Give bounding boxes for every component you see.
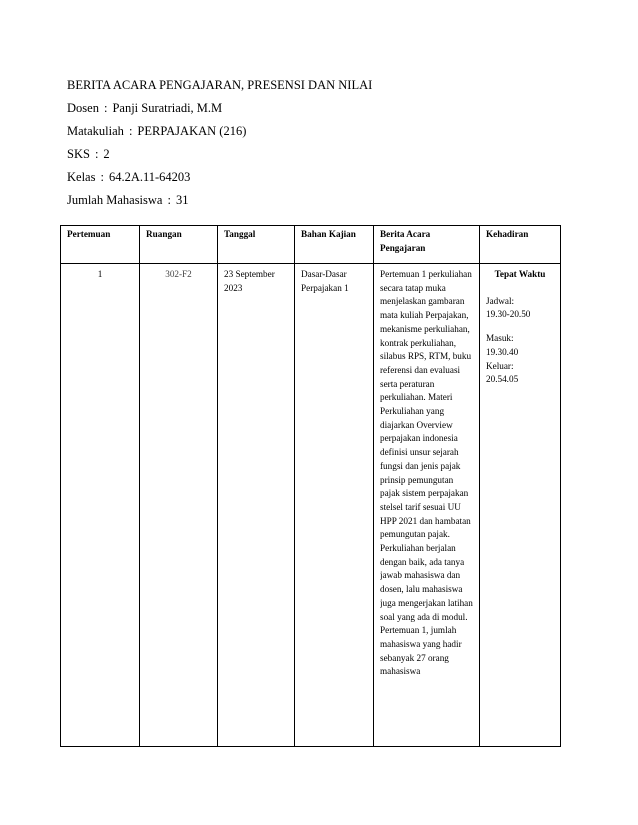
- cell-bahan-kajian: Dasar-Dasar Perpajakan 1: [295, 264, 374, 747]
- header-tanggal: Tanggal: [218, 226, 295, 264]
- field-value: 31: [175, 193, 189, 207]
- kehadiran-status: Tepat Waktu: [494, 269, 546, 279]
- keluar-label: Keluar:: [486, 360, 514, 371]
- attendance-table: [60, 225, 561, 747]
- header-kehadiran: Kehadiran: [480, 226, 561, 264]
- field-dosen: Dosen : Panji Suratriadi, M.M: [67, 101, 223, 115]
- jadwal-label: Jadwal:: [486, 295, 515, 306]
- header-berita-acara: Berita Acara Pengajaran: [374, 226, 480, 264]
- header-bahan-kajian: Bahan Kajian: [295, 226, 374, 264]
- field-label: Kelas: [67, 170, 96, 184]
- cell-pertemuan: 1: [61, 264, 140, 747]
- field-label: Jumlah Mahasiswa: [67, 193, 163, 207]
- field-sks: SKS : 2: [67, 147, 110, 161]
- cell-kehadiran: [480, 264, 561, 747]
- table-row: [61, 264, 561, 747]
- kehadiran-jadwal: [486, 295, 554, 322]
- document-title: BERITA ACARA PENGAJARAN, PRESENSI DAN NILAI: [67, 78, 373, 92]
- table-header-row: [61, 226, 561, 264]
- field-jumlah-mahasiswa: Jumlah Mahasiswa : 31: [67, 193, 189, 207]
- field-value: 64.2A.11-64203: [108, 170, 191, 184]
- kehadiran-masuk-keluar: [486, 332, 554, 387]
- field-label: Dosen: [67, 101, 99, 115]
- field-value: PERPAJAKAN (216): [137, 124, 247, 138]
- field-label: SKS: [67, 147, 90, 161]
- keluar-value: 20.54.05: [486, 374, 519, 385]
- header-pertemuan: Pertemuan: [61, 226, 140, 264]
- cell-ruangan: 302-F2: [140, 264, 218, 747]
- masuk-label: Masuk:: [486, 333, 514, 344]
- berita-acara-text: Pertemuan 1 perkuliahan secara tatap muka menjelaskan gambaran mata kuliah Perpajakan, mekanisme perkuliahan, kontrak perkuliahan, silabus RPS, RTM, buku referensi dan evaluasi serta peraturan perkuliahan. Materi Perkuliahan yang diajarkan Overview perpajakan indonesia definisi unsur sejarah fungsi dan jenis pajak prinsip pemungutan pajak sistem perpajakan stelsel tarif sesuai UU HPP 2021 dan hambatan pemungutan pajak. Perkuliahan berjalan dengan baik, ada tanya jawab mahasiswa dan dosen, lalu mahasiswa juga mengerjakan latihan soal yang ada di modul. Pertemuan 1, jumlah mahasiswa yang hadir sebanyak 27 orang mahasiswa: [380, 269, 473, 677]
- header-ruangan: Ruangan: [140, 226, 218, 264]
- jadwal-value: 19.30-20.50: [486, 309, 531, 320]
- document-header: [67, 74, 372, 212]
- field-value: 2: [103, 147, 110, 161]
- field-kelas: Kelas : 64.2A.11-64203: [67, 170, 191, 184]
- masuk-value: 19.30.40: [486, 346, 519, 357]
- field-value: Panji Suratriadi, M.M: [112, 101, 223, 115]
- field-matakuliah: Matakuliah : PERPAJAKAN (216): [67, 124, 247, 138]
- cell-tanggal: 23 September 2023: [218, 264, 295, 747]
- field-label: Matakuliah: [67, 124, 124, 138]
- cell-berita-acara: [374, 264, 480, 747]
